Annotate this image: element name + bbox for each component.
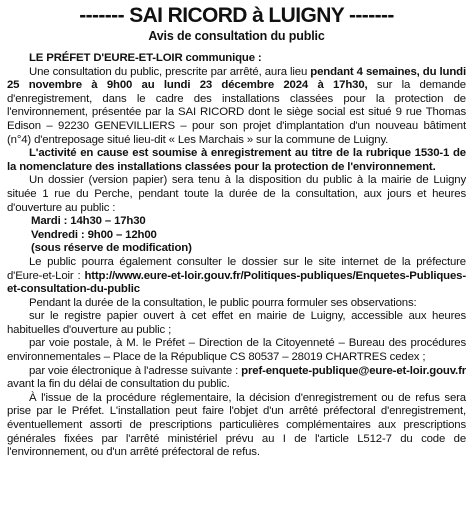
consultation-paragraph	[7, 66, 466, 148]
email-intro: par voie électronique à l'adresse suivante :	[29, 364, 242, 377]
decision-paragraph: À l'issue de la procédure réglementaire, la décision d'enregistrement ou de refus sera prise par le Préfet. L'installation peut faire l'objet d'un arrêté préfectoral d'enregistrement, éventuellement assorti de prescriptions particulières complémentaires aux prescriptions générales fixées par l'arrêté ministériel prévu au I de l'article L512-7 du code de l'environnement, ou d'un arrêté préfectoral de refus.	[7, 391, 466, 459]
hours-note: (sous réserve de modification)	[31, 242, 192, 255]
observation-postal: par voie postale, à M. le Préfet – Direction de la Citoyenneté – Bureau des procédures environnementales – Place de la République CS 80537 – 28019 CHARTRES cedex ;	[7, 337, 466, 364]
notice-title: ------- SAI RICORD à LUIGNY -------	[79, 4, 394, 27]
email-deadline: avant la fin du délai de consultation du public.	[7, 378, 230, 391]
observation-email	[7, 365, 466, 392]
consultation-dates: pendant 4 semaines, du lundi 25 novembre à 9h00 au lundi 23 décembre 2024 à 17h30,	[7, 65, 466, 92]
website-paragraph	[7, 256, 466, 297]
notice-subtitle: Avis de consultation du public	[148, 29, 325, 43]
activity-paragraph: L'activité en cause est soumise à enregistrement au titre de la rubrique 1530-1 de la nomenclature des installations classées pour la protection de l'environnement.	[7, 147, 466, 173]
consultation-details: sur la demande d'enregistrement, dans le cadre des installations classées pour la protection de l'environnement, présentée par la SAI RICORD dont le siège social est situé 9 rue Thomas Edison – 92230 GENEVILLIERS – pour son projet d'implantation d'un nouveau bâtiment (n°4) d'entreposage situé lieu-dit « Les Marchais » sur la commune de Luigny.	[7, 79, 466, 146]
prefect-heading: LE PRÉFET D'EURE-ET-LOIR communique :	[29, 52, 262, 64]
observations-intro: Pendant la durée de la consultation, le public pourra formuler ses observations:	[29, 296, 417, 309]
hours-friday: Vendredi : 9h00 – 12h00	[31, 228, 157, 241]
website-intro: Le public pourra également consulter le dossier sur le site internet de la préfecture d'Eure-et-Loir :	[7, 255, 466, 282]
consultation-intro: Une consultation du public, prescrite par arrêté, aura lieu	[29, 65, 311, 78]
dossier-paragraph: Un dossier (version papier) sera tenu à la disposition du public à la mairie de Luigny située 1 rue du Perche, pendant toute la durée de la consultation, aux jours et heures d'ouverture au public :	[7, 174, 466, 214]
observation-register: sur le registre papier ouvert à cet effet en mairie de Luigny, accessible aux heures habituelles d'ouverture au public ;	[7, 310, 466, 336]
prefecture-website-link[interactable]: http://www.eure-et-loir.gouv.fr/Politiques-publiques/Enquetes-Publiques-et-consultation-du-public	[7, 269, 466, 296]
opening-hours	[7, 215, 466, 256]
hours-tuesday: Mardi : 14h30 – 17h30	[31, 215, 146, 228]
email-address-link[interactable]: pref-enquete-publique@eure-et-loir.gouv.fr	[241, 364, 466, 377]
